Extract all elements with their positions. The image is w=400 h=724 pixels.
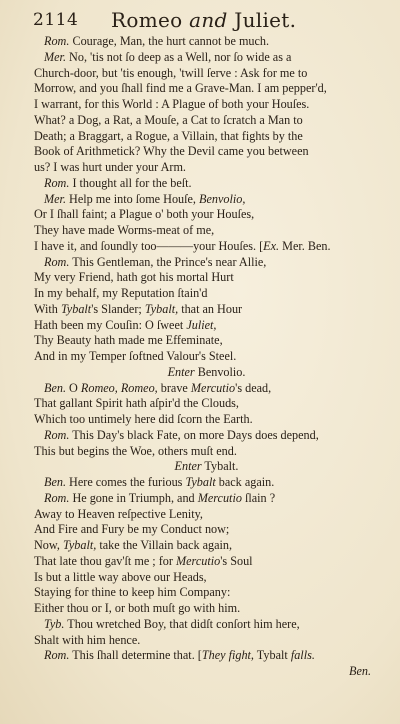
text-segment: Tybalt xyxy=(60,301,92,316)
text-line xyxy=(34,255,379,271)
text-segment: Ben. xyxy=(349,664,371,678)
text-line xyxy=(34,318,379,334)
text-line xyxy=(34,381,379,397)
text-segment: In my behalf, my Reputation ſtain'd xyxy=(34,286,208,300)
text-segment: And Fire and Fury be my Conduct now; xyxy=(34,522,230,537)
text-line xyxy=(34,365,379,381)
text-segment: Mer. xyxy=(44,49,66,64)
play-text xyxy=(34,34,379,680)
text-segment: My very Friend, hath got his mortal Hurt xyxy=(34,270,234,285)
text-segment: Here comes the furious xyxy=(66,475,186,489)
text-line xyxy=(34,349,379,365)
text-segment: Mercutio xyxy=(190,380,236,395)
text-line xyxy=(34,475,379,491)
text-line xyxy=(34,491,379,507)
text-segment: Staying for thine to keep him Company: xyxy=(34,585,231,600)
text-line xyxy=(34,444,379,460)
text-segment: Enter xyxy=(174,459,202,474)
text-segment: This Gentleman, the Prince's near Allie, xyxy=(69,254,267,269)
text-segment: I warrant, for this World : A Plague of both your Houſes. xyxy=(34,97,310,111)
text-line xyxy=(34,538,379,554)
text-segment: Juliet, xyxy=(186,317,217,332)
text-segment: O xyxy=(66,380,81,395)
text-line xyxy=(34,207,379,223)
text-segment: Ben. xyxy=(44,475,66,489)
text-segment: brave xyxy=(157,380,191,395)
text-segment: Mer. Ben. xyxy=(279,238,331,253)
text-line xyxy=(34,176,379,192)
text-segment: Now, xyxy=(34,538,63,552)
text-line xyxy=(34,50,379,66)
text-segment: Rom. xyxy=(44,175,70,190)
text-segment: ſlain ? xyxy=(241,490,276,505)
text-segment: Courage, Man, the hurt cannot be much. xyxy=(69,34,270,48)
page-header xyxy=(33,8,378,32)
text-segment: Thy Beauty hath made me Effeminate, xyxy=(34,333,223,348)
text-line xyxy=(34,97,379,113)
text-segment: With xyxy=(34,301,61,316)
text-segment: I have it, and ſoundly too———your Houſes. [ xyxy=(34,238,264,253)
text-segment: Thou wretched Boy, that didſt conſort him here, xyxy=(64,616,300,631)
text-segment: They fight, xyxy=(201,648,254,663)
text-segment: Tyb. xyxy=(44,616,65,631)
text-segment: Is but a little way above our Heads, xyxy=(34,569,207,584)
text-segment: They have made Worms-meat of me, xyxy=(34,223,215,237)
text-segment: 's Soul xyxy=(220,553,253,568)
text-segment: That late thou gav'ſt me ; for xyxy=(34,553,176,568)
text-line xyxy=(34,113,379,129)
text-segment: Benvolio, xyxy=(199,191,246,206)
text-line xyxy=(34,333,379,349)
text-segment: Morrow, and you ſhall find me a Grave-Man. I am pepper'd, xyxy=(34,81,327,96)
text-segment: Book of Arithmetick? Why the Devil came you between xyxy=(34,144,309,159)
text-segment: Rom. xyxy=(44,490,70,505)
text-segment: Rom. xyxy=(44,648,70,663)
text-segment: take the Villain back again, xyxy=(96,538,233,552)
text-segment: Help me into ſome Houſe, xyxy=(66,191,200,206)
text-segment: Church-door, but 'tis enough, 'twill ſerve : Ask for me to xyxy=(34,65,308,80)
text-segment: He gone in Triumph, and xyxy=(69,490,198,505)
text-segment: Death; a Braggart, a Rogue, a Villain, that fights by the xyxy=(34,128,303,143)
text-segment: Tybalt xyxy=(253,648,291,663)
text-segment: Tybalt. xyxy=(201,459,239,474)
text-segment: falls. xyxy=(290,648,315,663)
text-line xyxy=(34,522,379,538)
text-line xyxy=(34,648,379,664)
text-line xyxy=(34,396,379,412)
text-line xyxy=(34,223,379,239)
page-number: 2114 xyxy=(33,10,79,30)
text-line xyxy=(34,192,379,208)
running-title: Romeo and Juliet. xyxy=(111,8,297,32)
text-segment: What? a Dog, a Rat, a Mouſe, a Cat to ſcratch a Man to xyxy=(34,112,303,127)
text-segment: Tybalt, xyxy=(144,301,179,316)
text-line xyxy=(34,585,379,601)
text-segment: Rom. xyxy=(44,254,70,269)
text-segment: Tybalt xyxy=(185,475,216,489)
text-line xyxy=(34,412,379,428)
text-line xyxy=(34,459,379,475)
text-segment: Tybalt, xyxy=(63,538,97,552)
text-line xyxy=(34,601,379,617)
text-segment: 's Slander; xyxy=(91,301,145,316)
text-segment: Hath been my Couſin: O ſweet xyxy=(34,317,187,332)
text-line xyxy=(34,664,379,680)
text-line xyxy=(34,286,379,302)
text-line xyxy=(34,144,379,160)
text-line xyxy=(34,34,379,50)
text-segment: us? I was hurt under your Arm. xyxy=(34,160,186,174)
text-segment: Or I ſhall faint; a Plague o' both your Houſes, xyxy=(34,207,255,222)
text-segment: This Day's black Fate, on more Days does depend, xyxy=(69,427,319,442)
text-line xyxy=(34,617,379,633)
text-segment: back again. xyxy=(215,475,275,489)
text-segment: Either thou or I, or both muſt go with him. xyxy=(34,601,241,615)
text-line xyxy=(34,66,379,82)
text-line xyxy=(34,507,379,523)
text-line xyxy=(34,239,379,255)
text-segment: Rom. xyxy=(44,427,70,442)
text-segment: Ex. xyxy=(263,238,280,253)
text-segment: Benvolio. xyxy=(194,364,246,379)
text-segment: Rom. xyxy=(44,34,70,48)
text-line xyxy=(34,302,379,318)
text-segment: Mercutio xyxy=(175,553,221,568)
text-segment: Which too untimely here did ſcorn the Earth. xyxy=(34,412,253,426)
text-segment: And in my Temper ſoftned Valour's Steel. xyxy=(34,349,237,363)
text-line xyxy=(34,554,379,570)
text-segment: I thought all for the beſt. xyxy=(69,175,192,190)
text-line xyxy=(34,570,379,586)
text-segment: Ben. xyxy=(44,380,66,395)
text-segment: Mercutio xyxy=(197,490,242,505)
text-line xyxy=(34,270,379,286)
text-line xyxy=(34,160,379,176)
text-line xyxy=(34,129,379,145)
text-segment: 's dead, xyxy=(235,380,272,395)
text-line xyxy=(34,81,379,97)
text-segment: Shalt with him hence. xyxy=(34,632,141,647)
text-segment: This but begins the Woe, others muſt end. xyxy=(34,443,237,458)
text-segment: No, 'tis not ſo deep as a Well, nor ſo wide as a xyxy=(66,49,292,64)
text-segment: That gallant Spirit hath aſpir'd the Clouds, xyxy=(34,396,239,411)
text-segment: that an Hour xyxy=(178,301,243,316)
text-line xyxy=(34,428,379,444)
text-segment: This ſhall determine that. [ xyxy=(69,648,202,663)
text-line xyxy=(34,633,379,649)
text-segment: Enter xyxy=(167,364,195,379)
text-segment: Romeo, Romeo, xyxy=(80,380,158,395)
text-segment: Away to Heaven reſpective Lenity, xyxy=(34,506,203,521)
text-segment: Mer. xyxy=(44,191,66,206)
